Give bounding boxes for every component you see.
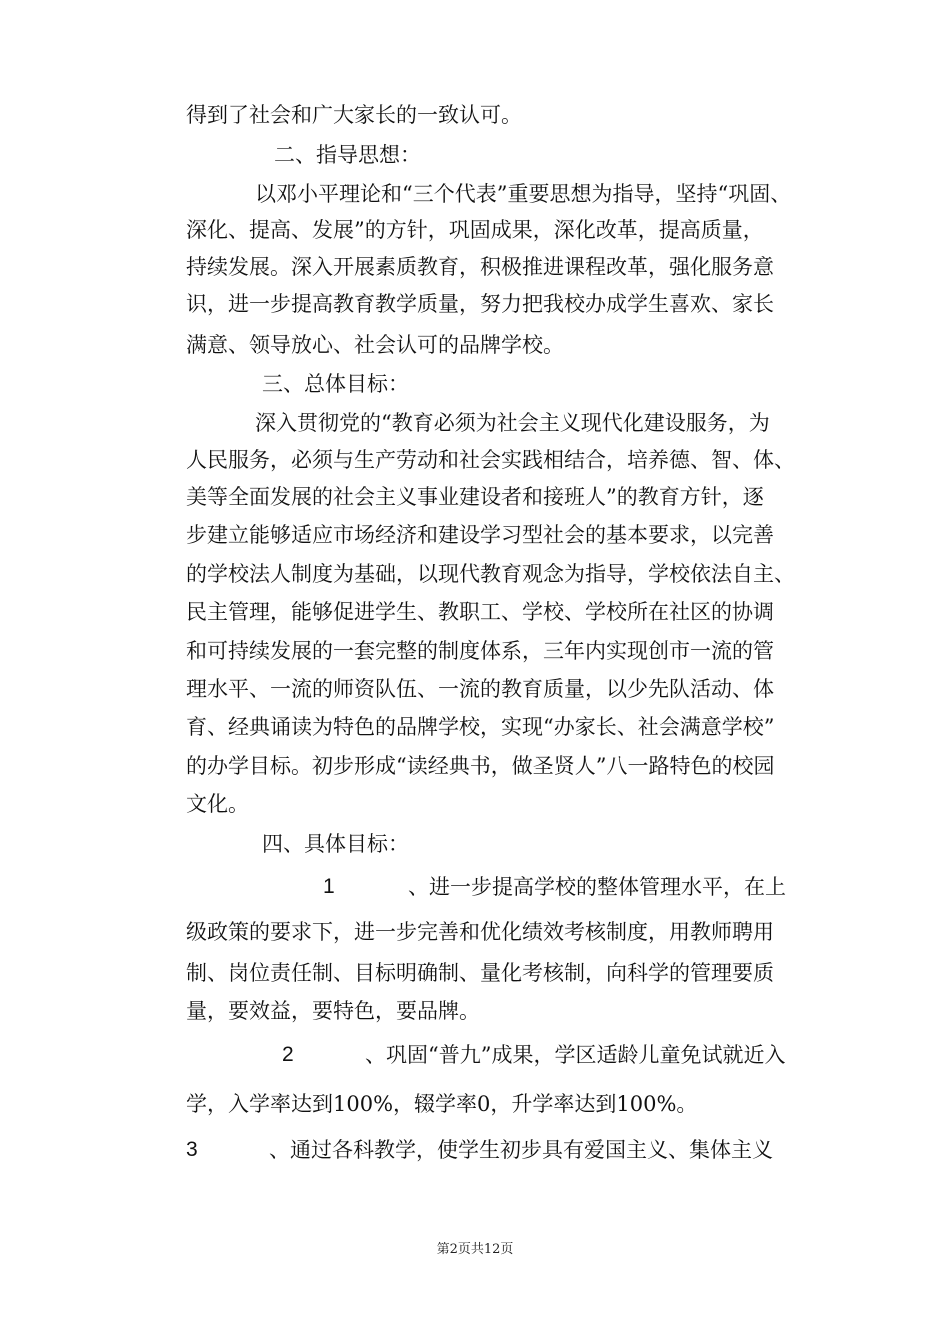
text-line: 民主管理，能够促进学生、教职工、学校、学校所在社区的协调 <box>186 600 774 624</box>
text-line: 育、经典诵读为特色的品牌学校，实现“办家长、社会满意学校” <box>186 715 775 739</box>
text-line: 制、岗位责任制、目标明确制、量化考核制，向科学的管理要质 <box>186 961 774 985</box>
text-line: 识，进一步提高教育教学质量，努力把我校办成学生喜欢、家长 <box>186 292 774 316</box>
text-line: 的办学目标。初步形成“读经典书，做圣贤人”八一路特色的校园 <box>186 754 775 778</box>
item-number: 1 <box>323 875 335 898</box>
text-line: 满意、领导放心、社会认可的品牌学校。 <box>186 333 564 357</box>
text-line: 深化、提高、发展”的方针，巩固成果，深化改革，提高质量， <box>186 218 764 242</box>
text-line: 深入贯彻党的“教育必须为社会主义现代化建设服务，为 <box>255 411 770 435</box>
text-line: 步建立能够适应市场经济和建设学习型社会的基本要求，以完善 <box>186 523 774 547</box>
page-footer: 第2页共12页 <box>436 1242 514 1257</box>
section-heading: 二、指导思想： <box>274 143 421 167</box>
section-heading: 三、总体目标： <box>262 372 409 396</box>
text-line: 得到了社会和广大家长的一致认可。 <box>186 103 522 127</box>
item-number: 2 <box>282 1043 294 1066</box>
text-line: 人民服务，必须与生产劳动和社会实践相结合，培养德、智、体、 <box>186 448 795 472</box>
text-line: 美等全面发展的社会主义事业建设者和接班人”的教育方针，逐 <box>186 485 764 509</box>
text-line: 理水平、一流的师资队伍、一流的教育质量，以少先队活动、体 <box>186 677 774 701</box>
item-text: 、进一步提高学校的整体管理水平，在上 <box>408 875 786 899</box>
item-number: 3 <box>186 1138 198 1161</box>
text-line: 文化。 <box>186 792 249 816</box>
text-line: 以邓小平理论和“三个代表”重要思想为指导，坚持“巩固、 <box>255 182 792 206</box>
text-line: 学，入学率达到100%，辍学率0，升学率达到100%。 <box>186 1092 698 1116</box>
text-line: 持续发展。深入开展素质教育，积极推进课程改革，强化服务意 <box>186 255 774 279</box>
text-line: 量，要效益，要特色，要品牌。 <box>186 999 480 1023</box>
text-line: 级政策的要求下，进一步完善和优化绩效考核制度，用教师聘用 <box>186 920 774 944</box>
text-line: 和可持续发展的一套完整的制度体系，三年内实现创市一流的管 <box>186 639 774 663</box>
text-line: 的学校法人制度为基础，以现代教育观念为指导，学校依法自主、 <box>186 562 795 586</box>
section-heading: 四、具体目标： <box>262 832 409 856</box>
item-text: 、巩固“普九”成果，学区适龄儿童免试就近入 <box>365 1043 786 1067</box>
item-text: 、通过各科教学，使学生初步具有爱国主义、集体主义 <box>269 1138 773 1162</box>
